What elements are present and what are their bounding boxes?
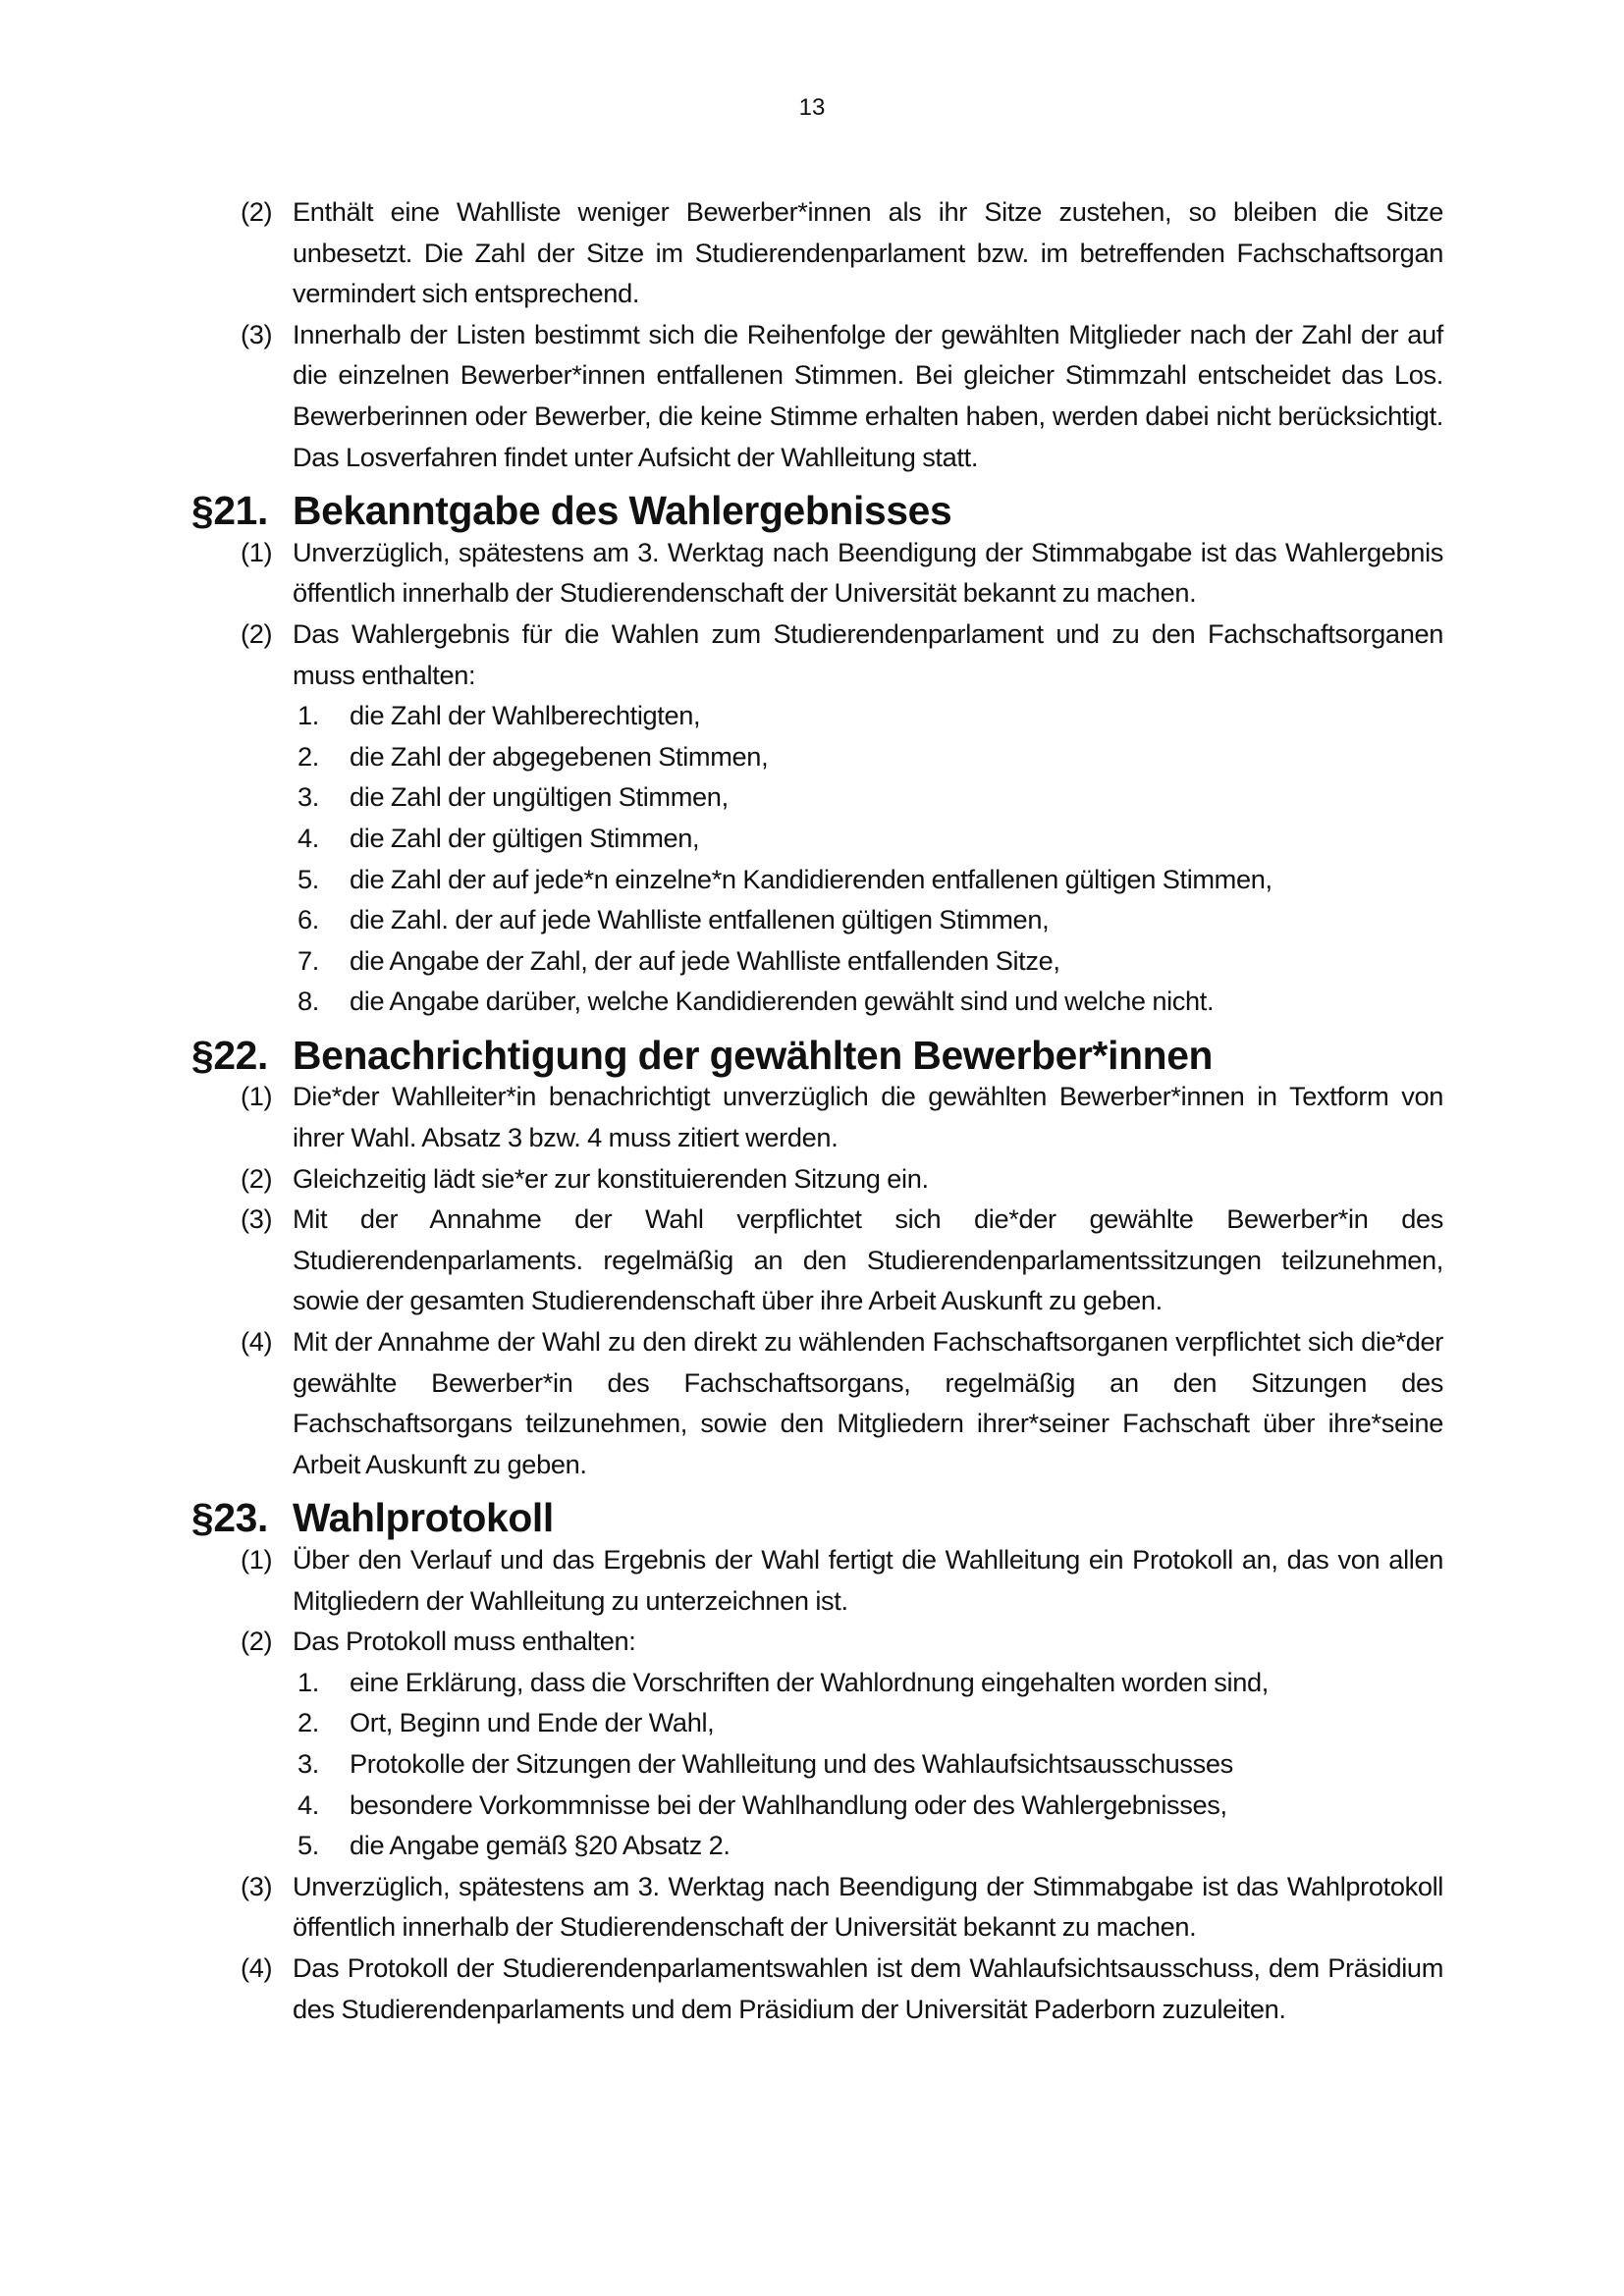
- list-item-number: 8.: [298, 986, 319, 1017]
- s23-paragraph-1: [191, 1539, 1443, 1621]
- s22-paragraph-2: [191, 1158, 1443, 1200]
- list-item: [191, 1743, 1443, 1785]
- list-item-text: die Zahl der ungültigen Stimmen,: [350, 781, 729, 813]
- s22-paragraph-1: [191, 1076, 1443, 1157]
- list-item-text: die Zahl der abgegebenen Stimmen,: [350, 740, 769, 772]
- s23-paragraph-4: [191, 1948, 1443, 2029]
- paragraph-number: (4): [241, 1951, 273, 1983]
- paragraph-text: Unverzüglich, spätestens am 3. Werktag nach Beendigung der Stimmabgabe ist das Wahlprotokoll öffentlich innerhalb der Studierendenschaft der Universität bekannt zu machen.: [293, 1870, 1443, 1943]
- s22-paragraph-4: [191, 1321, 1443, 1484]
- section-number: §21.: [191, 488, 269, 534]
- list-item-number: 2.: [298, 1707, 319, 1738]
- paragraph-text: Innerhalb der Listen bestimmt sich die Reihenfolge der gewählten Mitglieder nach der Zahl der auf die einzelnen Bewerber*innen entfallenen Stimmen. Bei gleicher Stimmzahl entscheidet das Los. Bewerberinnen oder Bewerber, die keine Stimme erhalten haben, werden dabei nicht berücksichtigt. Das Losverfahren findet unter Aufsicht der Wahlleitung statt.: [293, 318, 1443, 472]
- list-item-text: die Zahl der gültigen Stimmen,: [350, 822, 700, 853]
- section-number: §22.: [191, 1032, 269, 1078]
- paragraph-number: (4): [241, 1326, 273, 1358]
- list-item: [191, 1662, 1443, 1703]
- list-item: [191, 1785, 1443, 1826]
- paragraph-text: Enthält eine Wahlliste weniger Bewerber*innen als ihr Sitze zustehen, so bleiben die Sitze unbesetzt. Die Zahl der Sitze im Studierendenparlament bzw. im betreffenden Fachschaftsorgan vermindert sich entsprechend.: [293, 196, 1443, 309]
- list-item-text: die Angabe gemäß §20 Absatz 2.: [350, 1830, 731, 1861]
- section-title: Wahlprotokoll: [293, 1495, 554, 1541]
- paragraph-text: Gleichzeitig lädt sie*er zur konstituierenden Sitzung ein.: [293, 1162, 929, 1194]
- list-item-number: 4.: [298, 1789, 319, 1820]
- paragraph-number: (1): [241, 1544, 273, 1575]
- list-item-text: Ort, Beginn und Ende der Wahl,: [350, 1707, 715, 1738]
- list-item-number: 2.: [298, 740, 319, 772]
- paragraph-2: [191, 191, 1443, 314]
- list-item: [191, 1702, 1443, 1743]
- paragraph-text: Das Wahlergebnis für die Wahlen zum Studierendenparlament und zu den Fachschaftsorganen muss enthalten:: [293, 617, 1443, 690]
- list-item-text: besondere Vorkommnisse bei der Wahlhandlung oder des Wahlergebnisses,: [350, 1789, 1227, 1820]
- list-item-text: die Angabe der Zahl, der auf jede Wahlliste entfallenden Sitze,: [350, 944, 1060, 976]
- paragraph-3: [191, 314, 1443, 477]
- s23-paragraph-2: [191, 1621, 1443, 1662]
- list-item: [191, 776, 1443, 818]
- list-item-number: 7.: [298, 944, 319, 976]
- list-item-number: 3.: [298, 781, 319, 813]
- paragraph-number: (2): [241, 196, 273, 227]
- paragraph-text: Die*der Wahlleiter*in benachrichtigt unverzüglich die gewählten Bewerber*innen in Textform von ihrer Wahl. Absatz 3 bzw. 4 muss zitiert werden.: [293, 1081, 1443, 1153]
- paragraph-number: (2): [241, 617, 273, 649]
- s21-paragraph-2: [191, 614, 1443, 695]
- list-item-number: 1.: [298, 1666, 319, 1697]
- paragraph-text: Mit der Annahme der Wahl zu den direkt zu wählenden Fachschaftsorganen verpflichtet sich die*der gewählte Bewerber*in des Fachschaftsorgans, regelmäßig an den Sitzungen des Fachschaftsorgans teilzunehmen, sowie den Mitgliedern ihrer*seiner Fachschaft über ihre*seine Arbeit Auskunft zu geben.: [293, 1326, 1443, 1479]
- section-number: §23.: [191, 1495, 269, 1541]
- list-item-number: 4.: [298, 822, 319, 853]
- list-item-text: die Zahl der auf jede*n einzelne*n Kandidierenden entfallenen gültigen Stimmen,: [350, 863, 1272, 894]
- list-item: [191, 695, 1443, 736]
- list-item-number: 5.: [298, 1830, 319, 1861]
- list-item-number: 5.: [298, 863, 319, 894]
- list-item: [191, 899, 1443, 940]
- list-item-number: 6.: [298, 904, 319, 935]
- paragraph-text: Das Protokoll muss enthalten:: [293, 1626, 636, 1657]
- s22-paragraph-3: [191, 1199, 1443, 1321]
- section-heading-21: [191, 488, 1443, 534]
- list-item: [191, 981, 1443, 1022]
- list-item-text: eine Erklärung, dass die Vorschriften der Wahlordnung eingehalten worden sind,: [350, 1666, 1269, 1697]
- list-item-text: Protokolle der Sitzungen der Wahlleitung und des Wahlaufsichtsausschusses: [350, 1747, 1233, 1779]
- list-item-text: die Zahl der Wahlberechtigten,: [350, 700, 701, 731]
- list-item: [191, 818, 1443, 859]
- list-item: [191, 940, 1443, 982]
- list-item-text: die Zahl. der auf jede Wahlliste entfallenen gültigen Stimmen,: [350, 904, 1050, 935]
- document-body: [191, 191, 1443, 2029]
- paragraph-text: Über den Verlauf und das Ergebnis der Wahl fertigt die Wahlleitung ein Protokoll an, das von allen Mitgliedern der Wahlleitung zu unterzeichnen ist.: [293, 1544, 1443, 1616]
- paragraph-number: (1): [241, 1081, 273, 1112]
- section-heading-22: [191, 1032, 1443, 1078]
- paragraph-text: Mit der Annahme der Wahl verpflichtet sich die*der gewählte Bewerber*in des Studierendenparlaments. regelmäßig an den Studierendenparlamentssitzungen teilzunehmen, sowie der gesamten Studierendenschaft über ihre Arbeit Auskunft zu geben.: [293, 1203, 1443, 1316]
- list-item-text: die Angabe darüber, welche Kandidierenden gewählt sind und welche nicht.: [350, 986, 1215, 1017]
- paragraph-number: (2): [241, 1162, 273, 1194]
- paragraph-number: (3): [241, 1203, 273, 1235]
- paragraph-text: Unverzüglich, spätestens am 3. Werktag nach Beendigung der Stimmabgabe ist das Wahlergebnis öffentlich innerhalb der Studierendenschaft der Universität bekannt zu machen.: [293, 536, 1443, 609]
- list-item: [191, 736, 1443, 777]
- section-title: Benachrichtigung der gewählten Bewerber*innen: [293, 1032, 1214, 1078]
- paragraph-number: (2): [241, 1626, 273, 1657]
- page-number: 13: [798, 94, 826, 121]
- list-item-number: 3.: [298, 1747, 319, 1779]
- paragraph-number: (1): [241, 536, 273, 567]
- section-title: Bekanntgabe des Wahlergebnisses: [293, 488, 952, 534]
- list-item: [191, 1825, 1443, 1866]
- paragraph-text: Das Protokoll der Studierendenparlamentswahlen ist dem Wahlaufsichtsausschuss, dem Präsidium des Studierendenparlaments und dem Präsidium der Universität Paderborn zuzuleiten.: [293, 1951, 1443, 2024]
- s23-paragraph-3: [191, 1866, 1443, 1948]
- paragraph-number: (3): [241, 318, 273, 349]
- paragraph-number: (3): [241, 1870, 273, 1901]
- list-item: [191, 859, 1443, 900]
- section-heading-23: [191, 1495, 1443, 1541]
- list-item-number: 1.: [298, 700, 319, 731]
- s21-paragraph-1: [191, 532, 1443, 614]
